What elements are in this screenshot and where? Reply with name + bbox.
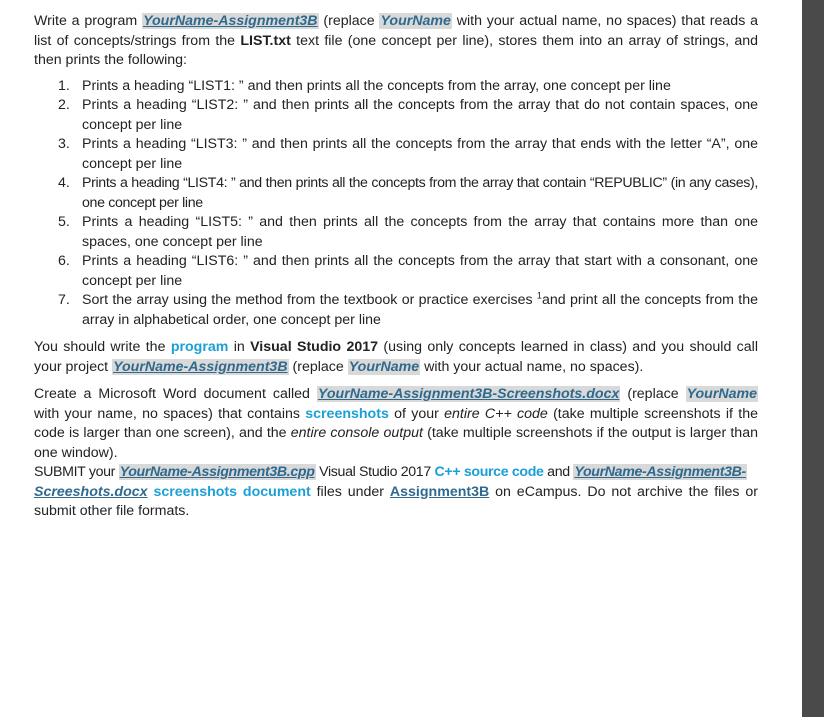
visual-studio-paragraph [34,338,758,377]
paragraph-text: in [228,339,251,355]
list-item [58,213,758,252]
paragraph-text: on eCampus. Do not archive the files or submit other file formats. [34,483,758,519]
program-keyword: program [170,339,229,355]
list-item [58,174,758,213]
list-item [58,77,758,97]
list-item-text: Prints a heading “LIST3: ” and then prints all the concepts from the array that ends with the letter “A”, one concept per line [82,136,758,172]
paragraph-text: with your name, no spaces) that contains [34,405,306,422]
list-item [58,290,758,330]
screenshots-keyword: screenshots [305,405,389,422]
list-number: 2. [58,97,70,113]
list-number: 7. [58,292,70,308]
screenshots-document-keyword: screenshots document [153,483,311,500]
paragraph-text: (replace [288,358,348,375]
project-name-highlight: YourName-Assignment3B [113,358,288,375]
intro-text: Write a program [34,13,143,29]
cpp-file-highlight: YourName-Assignment3B.cpp [119,464,315,480]
list-number: 4. [58,175,70,191]
paragraph-text: Create a Microsoft Word document called [34,386,317,402]
list-number: 3. [58,136,70,152]
document-page [34,12,758,522]
paragraph-text: (using only concepts learned in class) and you should call your project [34,339,758,375]
list-number: 6. [58,253,70,269]
docx-file-link[interactable]: Screeshots.docx [34,483,148,500]
intro-text: text file (one concept per line), stores them into an array of strings, and then prints the following: [34,32,758,68]
paragraph-text: (take multiple screenshots if the code is larger than one screen), and the [34,405,758,441]
paragraph-text: SUBMIT your [34,464,119,480]
paragraph-text: with your actual name, no spaces). [420,358,644,375]
word-document-paragraph [34,385,758,463]
list-item-text: Sort the array using the method from the textbook or practice exercises [82,292,537,308]
list-item [58,96,758,135]
intro-text: (replace [318,13,380,29]
list-item-text: and print all the concepts from the array in alphabetical order, one concept per line [82,292,758,328]
list-item-text: Prints a heading “LIST5: ” and then prints all the concepts from the array that contains more than one spaces, one concept per line [82,214,758,250]
requirements-list [34,77,758,331]
assignment3b-link[interactable]: Assignment3B [389,483,490,500]
yourname-highlight: YourName [686,386,758,402]
list-item [58,135,758,174]
entire-code-text: entire C++ code [444,405,548,422]
paragraph-text: (replace [620,386,686,402]
source-code-keyword: C++ source code [434,464,544,480]
footnote-marker: 1 [536,290,542,301]
list-item [58,252,758,291]
paragraph-text: of your [388,405,445,422]
yourname-highlight: YourName [348,358,420,375]
paragraph-text: and [543,464,574,480]
visual-studio-label: Visual Studio 2017 [250,339,379,355]
docx-name-highlight: YourName-Assignment3B-Screenshots.docx [317,386,620,402]
submit-paragraph [34,463,758,522]
paragraph-text: files under [310,483,390,500]
list-item-text: Prints a heading “LIST2: ” and then prints all the concepts from the array that do not contain spaces, one concept per line [82,97,758,133]
yourname-highlight: YourName [380,13,451,29]
assignment-name-highlight: YourName-Assignment3B [143,13,318,29]
intro-paragraph [34,12,758,71]
paragraph-text: (take multiple screenshots if the output is larger than one window). [34,425,758,461]
list-item-text: Prints a heading “LIST6: ” and then prints all the concepts from the array that start with a consonant, one concept per line [82,253,758,289]
list-item-text: Prints a heading “LIST1: ” and then prints all the concepts from the array, one concept per line [82,77,671,94]
paragraph-text: Visual Studio 2017 [315,464,435,480]
window-edge-bar [802,0,824,717]
intro-text: with your actual name, no spaces) that reads a list of concepts/strings from the [34,13,759,49]
console-output-text: entire console output [290,425,423,441]
list-item-text: Prints a heading “LIST4: ” and then prints all the concepts from the array that contain “REPUBLIC” (in any cases), one concept per line [82,175,758,211]
paragraph-text: You should write the [34,339,171,355]
list-number: 1. [58,77,70,94]
list-number: 5. [58,214,70,230]
list-file-name: LIST.txt [240,32,291,49]
docx-file-highlight: YourName-Assignment3B- [574,464,746,480]
